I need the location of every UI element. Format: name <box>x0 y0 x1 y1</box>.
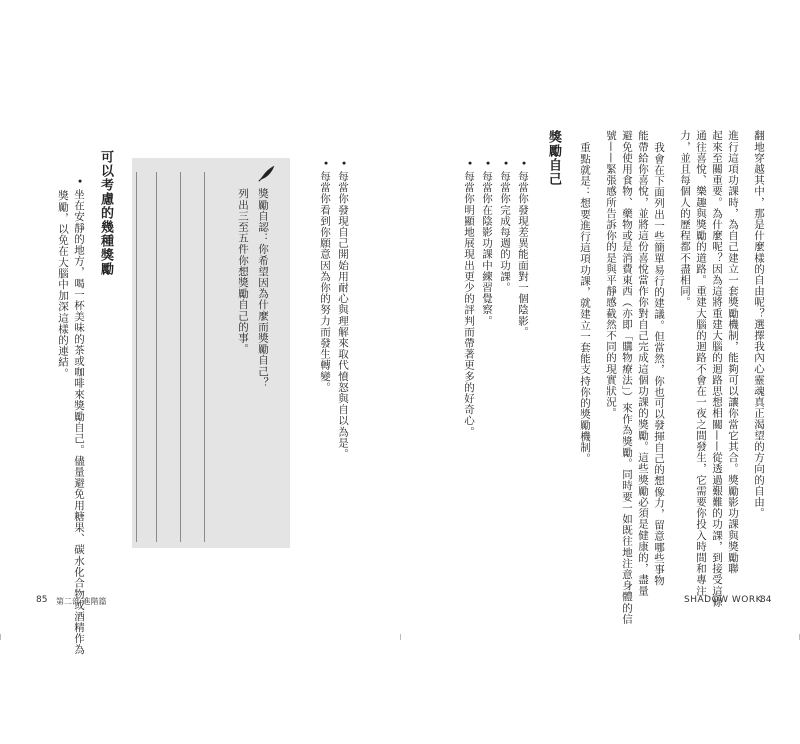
writing-line <box>204 172 205 542</box>
paragraph-line: 進行這項功課時，為自己建立一套獎勵機制，能夠可以讓你當它其合。獎勵影功課與獎勵聯 <box>727 130 739 574</box>
writing-line <box>136 172 137 542</box>
bullet-text: 每當你完成每週的功課。 <box>499 170 511 293</box>
section-heading: 可以考慮的幾種獎勵 <box>98 150 113 276</box>
bullet-item: • 每當你看到你願意因為你的努力而發生轉變。 <box>319 160 331 393</box>
journal-prompt-box <box>132 158 290 548</box>
feather-pen-icon <box>256 162 278 184</box>
paragraph-line: 翻地穿越其中，那是什麼樣的自由呢？選擇我內心靈魂真正渴望的方向的自由。 <box>753 130 765 519</box>
paragraph-line: 起來至關重要。為什麼呢？因為這將重建大腦的迴路思想相關——從透過艱難的功課，到接受這條 <box>711 130 723 608</box>
paragraph-line: 避免使用食物、藥物或是消費東西（亦即「購物療法」）來作為獎勵。同時要一如既往地注意身體的信 <box>621 130 633 625</box>
bullet-item: • 坐在安靜的地方，喝一杯美味的茶或咖啡來獎勵自己。儘量避免用糖果、碳水化合物或酒精作為 <box>73 178 85 655</box>
writing-line <box>180 172 181 542</box>
crop-mark <box>0 634 1 640</box>
paragraph-line: 力，並且每個人的歷程都不盡相同。 <box>679 130 691 308</box>
paragraph-line: 我會在下面列出一些簡單易行的建議。但當然，你也可以發揮自己的想像力，留意哪些事物 <box>653 142 665 586</box>
bullet-text: 每當你發現差異能面對一個陰影。 <box>517 170 529 338</box>
paragraph-line: 通往喜悅、樂趣與獎勵的道路。重建大腦的迴路不會在一夜之間發生，它需要你投入時間和專注 <box>695 130 707 597</box>
bullet-text: 每當你明顯地展現出更少的評判而帶著更多的好奇心。 <box>463 170 475 438</box>
writing-line <box>156 172 157 542</box>
crop-mark <box>400 634 401 640</box>
right-page-number: 84 <box>760 595 772 605</box>
bullet-item: • 每當你在陰影功課中練習覺察。 <box>481 160 493 327</box>
bullet-text: 每當你看到你願意因為你的努力而發生轉變。 <box>319 170 331 393</box>
paragraph-line: 重點就是：想要進行這項功課，就建立一套能支持你的獎勵機制。 <box>579 142 591 464</box>
left-part-label: 第二部 進階篇 <box>56 597 107 606</box>
paragraph-line: 號——緊張感所告訴你的是與平靜感截然不同的現實狀況。 <box>605 130 617 419</box>
bullet-item: • 每當你發現差異能面對一個陰影。 <box>517 160 529 338</box>
bullet-text: 每當你在陰影功課中練習覺察。 <box>481 170 493 327</box>
left-page-number: 85 <box>36 595 48 605</box>
journal-instruction: 列出三至五件你想獎勵自己的事。 <box>237 188 249 355</box>
bullet-continuation: 獎勵，以免在大腦中加深這樣的連結。 <box>57 190 69 379</box>
paragraph-line: 能帶給你喜悅，並將這份喜悅當作你對自己完成這個功課的獎勵。這些獎勵必須是健康的，盡量 <box>637 130 649 597</box>
bullet-text: 每當你發現自己開始用耐心與理解來取代憤怒與自以為是。 <box>337 170 349 460</box>
bullet-item: • 每當你發現自己開始用耐心與理解來取代憤怒與自以為是。 <box>337 160 349 460</box>
section-heading: 獎勵自己 <box>546 130 561 186</box>
bullet-item: • 每當你完成每週的功課。 <box>499 160 511 293</box>
bullet-text: 坐在安靜的地方，喝一杯美味的茶或咖啡來獎勵自己。儘量避免用糖果、碳水化合物或酒精作為 <box>73 188 85 655</box>
bullet-item: • 每當你明顯地展現出更少的評判而帶著更多的好奇心。 <box>463 160 475 438</box>
book-title-footer: SHADOW WORK <box>684 595 763 605</box>
journal-title: 獎勵自認：你希望因為什麼而獎勵自己？ <box>257 188 269 388</box>
